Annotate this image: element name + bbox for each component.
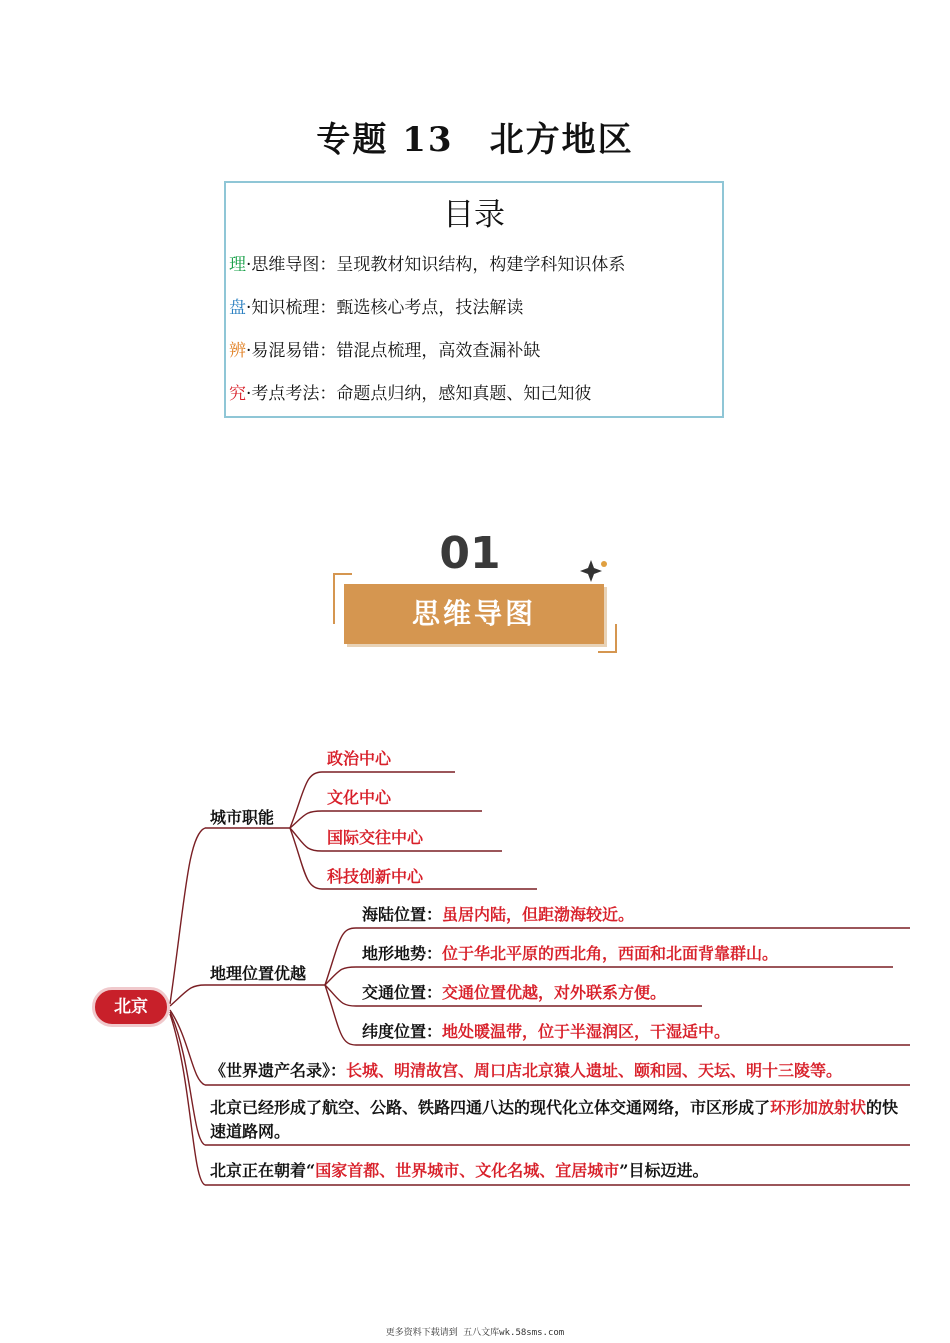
city-function-item: 政治中心 bbox=[327, 749, 392, 768]
location-label: 纬度位置： bbox=[362, 1022, 443, 1041]
location-item bbox=[362, 941, 778, 964]
location-label: 海陆位置： bbox=[362, 905, 443, 924]
page-title: 专题 13 北方地区 bbox=[316, 120, 634, 160]
toc-name: 易混易错： bbox=[251, 341, 337, 361]
location-item bbox=[362, 902, 634, 925]
location-item bbox=[362, 1019, 730, 1042]
section-label: 思维导图 bbox=[411, 597, 536, 630]
toc-dot: · bbox=[246, 341, 252, 361]
toc-dot: · bbox=[246, 298, 252, 318]
branch-location: 地理位置优越 bbox=[210, 964, 307, 983]
toc-dot: · bbox=[246, 255, 252, 275]
goal-suffix: ”目标迈进。 bbox=[619, 1161, 709, 1180]
location-value: 地处暖温带，位于半湿润区，干湿适中。 bbox=[442, 1022, 731, 1041]
toc-desc: 呈现教材知识结构，构建学科知识体系 bbox=[336, 255, 626, 275]
transport-highlight: 环形加放 bbox=[770, 1098, 835, 1117]
toc-heading: 目录 bbox=[443, 197, 505, 233]
city-function-item: 科技创新中心 bbox=[327, 867, 424, 886]
goal-highlight: 国家首都、世界城市、文化名城、宜居城市 bbox=[315, 1161, 620, 1180]
toc-key: 盘 bbox=[229, 298, 246, 318]
city-function-item: 文化中心 bbox=[327, 788, 392, 807]
toc-name: 知识梳理： bbox=[251, 298, 337, 318]
location-value: 虽居内陆，但距渤海较近。 bbox=[442, 905, 635, 924]
location-label: 地形地势： bbox=[362, 944, 443, 963]
branch-heritage bbox=[210, 1058, 842, 1081]
transport-suffix: 的快速道路网。 bbox=[210, 1098, 899, 1141]
section-number: 01 bbox=[439, 528, 501, 579]
toc-desc: 错混点梳理，高效查漏补缺 bbox=[336, 341, 541, 361]
transport-text: 北京已经形成了航空、公路、铁路四通八达的现代化立体交通网络，市区形成了 bbox=[210, 1098, 771, 1117]
location-value: 位于华北平原的西北角，西面和北面背靠群山。 bbox=[442, 944, 779, 963]
goal-prefix: 北京正在朝着“ bbox=[210, 1161, 316, 1180]
heritage-label: 《世界遗产名录》： bbox=[210, 1061, 347, 1080]
toc-key: 理 bbox=[229, 255, 246, 275]
toc-dot: · bbox=[246, 384, 252, 404]
city-function-item: 国际交往中心 bbox=[327, 828, 424, 847]
transport-highlight: 射状 bbox=[834, 1098, 867, 1117]
footer-note: 更多资料下载请到 五八文库wk.58sms.com bbox=[385, 1328, 565, 1338]
mindmap-root: 北京 bbox=[92, 987, 170, 1027]
branch-city-function: 城市职能 bbox=[210, 808, 275, 827]
toc-name: 考点考法： bbox=[251, 384, 337, 404]
toc-key: 究 bbox=[229, 384, 246, 404]
branch-goal bbox=[210, 1158, 708, 1181]
heritage-value: 长城、明清故宫、周口店北京猿人遗址、颐和园、天坛、明十三陵等。 bbox=[346, 1061, 843, 1080]
toc-key: 辨 bbox=[229, 341, 246, 361]
location-value: 交通位置优越，对外联系方便。 bbox=[442, 983, 667, 1002]
location-label: 交通位置： bbox=[362, 983, 443, 1002]
toc-desc: 命题点归纳，感知真题、知己知彼 bbox=[336, 384, 592, 404]
toc-desc: 甄选核心考点，技法解读 bbox=[336, 298, 524, 318]
location-item bbox=[362, 980, 666, 1003]
branch-transport bbox=[210, 1096, 910, 1144]
toc-name: 思维导图： bbox=[251, 255, 337, 275]
